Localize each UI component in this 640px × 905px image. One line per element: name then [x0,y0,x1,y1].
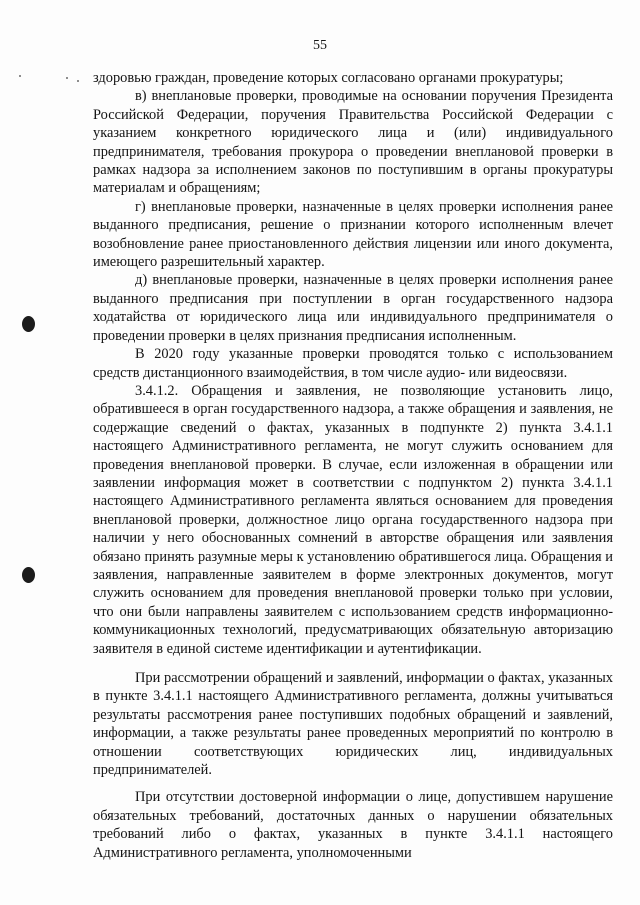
page-number: 55 [313,38,327,53]
punch-hole-top [22,316,35,332]
scan-speck [19,75,21,77]
paragraph-absence-of-info: При отсутствии достоверной информации о лице, допустившем нарушение обязательных требований, достаточных данных о нарушении обязательных требований либо о фактах, указанных в пункте 3.4.1.1 настоящего Административного регламента, уполномоченными [93,789,613,861]
paragraph-3-4-1-2: 3.4.1.2. Обращения и заявления, не позволяющие установить лицо, обратившееся в орган государственного надзора, а также обращения и заявления, не содержащие сведений о фактах, указанных в подпункте 2) пункта 3.4.1.1 настоящего Административного регламента, не могут служить основанием для проведения внеплановой проверки. В случае, если изложенная в обращении или заявлении информация может в соответствии с подпунктом 2) пункта 3.4.1.1 настоящего Административного регламента являться основанием для проведения внеплановой проверки, должностное лицо органа государственного надзора при наличии у него обоснованных сомнений в авторстве обращения или заявления обязано принять разумные меры к установлению обратившегося лица. Обращения и заявления, направленные заявителем в форме электронных документов, могут служить основанием для проведения внеплановой проверки только при условии, что они были направлены заявителем с использованием средств информационно-коммуникационных технологий, предусматривающих обязательную авторизацию заявителя в единой системе идентификации и аутентификации. [93,382,613,657]
paragraph-consideration: При рассмотрении обращений и заявлений, информации о фактах, указанных в пункте 3.4.1.1 настоящего Административного регламента, должны учитываться результаты рассмотрения ранее поступивших подобных обращений и заявлений, информации, а также результаты ранее проведенных мероприятий по контролю в отношении соответствующих юридических лиц, индивидуальных предпринимателей. [93,670,613,779]
paragraph-item-g: г) внеплановые проверки, назначенные в целях проверки исполнения ранее выданного предписания, решение о признании которого исполненным влечет возобновление ранее приостановленного действия лицензии или иного документа, имеющего разрешительный характер. [93,198,613,271]
paragraph-continuation: здоровью граждан, проведение которых согласовано органами прокуратуры; [93,70,564,86]
paragraph-item-d: д) внеплановые проверки, назначенные в целях проверки исполнения ранее выданного предписания при поступлении в орган государственного надзора ходатайства от юридического лица или индивидуального предпринимателя о проведении проверки в целях признания предписания исполненным. [93,272,613,344]
document-body [93,69,613,862]
paragraph-item-v: в) внеплановые проверки, проводимые на основании поручения Президента Российской Федерации, поручения Правительства Российской Федерации с указанием конкретного юридического лица и (или) индивидуального предпринимателя, требования прокурора о проведении внеплановой проверки в рамках надзора за исполнением законов по поступившим в органы прокуратуры материалам и обращениям; [93,88,613,197]
scan-speck [66,77,68,79]
paragraph-2020-note: В 2020 году указанные проверки проводятся только с использованием средств дистанционного взаимодействия, в том числе аудио- или видеосвязи. [93,346,613,381]
punch-hole-bottom [22,567,35,583]
scan-speck [77,80,79,82]
